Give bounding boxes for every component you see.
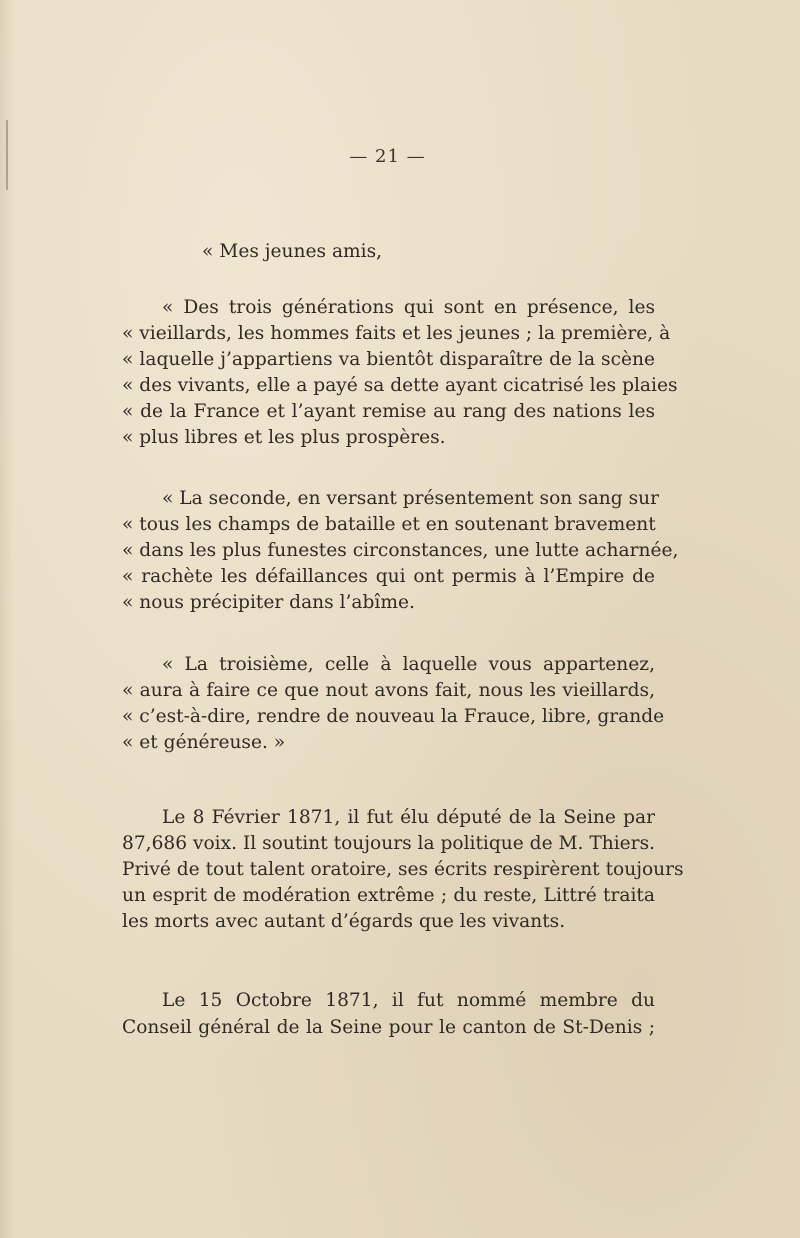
text-line: « plus libres et les plus prospères. bbox=[122, 427, 446, 448]
text-line: « Des trois générations qui sont en présence, les bbox=[162, 297, 655, 318]
text-line: « c’est-à-dire, rendre de nouveau la Frauce, libre, grande bbox=[122, 706, 665, 727]
text-line: « dans les plus funestes circonstances, une lutte acharnée, bbox=[122, 540, 679, 561]
text-line: « des vivants, elle a payé sa dette ayant cicatrisé les plaies bbox=[122, 375, 678, 396]
text-line: « aura à faire ce que nout avons fait, nous les vieillards, bbox=[122, 680, 655, 701]
text-line: « nous précipiter dans l’abîme. bbox=[122, 592, 415, 613]
text-line: les morts avec autant d’égards que les vivants. bbox=[122, 911, 566, 932]
text-line: « et généreuse. » bbox=[122, 732, 286, 753]
text-line: « La troisième, celle à laquelle vous appartenez, bbox=[162, 654, 655, 675]
text-line: « de la France et l’ayant remise au rang des nations les bbox=[122, 401, 655, 422]
text-line: 87,686 voix. Il soutint toujours la politique de M. Thiers. bbox=[122, 833, 656, 854]
text-line: Le 15 Octobre 1871, il fut nommé membre du bbox=[162, 990, 655, 1011]
text-line: « La seconde, en versant présentement son sang sur bbox=[162, 488, 659, 509]
text-line: un esprit de modération extrême ; du reste, Littré traita bbox=[122, 885, 655, 906]
text-line: « tous les champs de bataille et en soutenant bravement bbox=[122, 514, 656, 535]
text-line: « laquelle j’appartiens va bientôt disparaître de la scène bbox=[122, 349, 655, 370]
text-line: « vieillards, les hommes faits et les jeunes ; la première, à bbox=[122, 323, 671, 344]
text-line: Le 8 Février 1871, il fut élu député de la Seine par bbox=[162, 807, 655, 828]
text-line: Conseil général de la Seine pour le canton de St-Denis ; bbox=[122, 1017, 655, 1038]
greeting-line: « Mes jeunes amis, bbox=[202, 241, 383, 262]
text-line: « rachète les défaillances qui ont permis à l’Empire de bbox=[122, 566, 655, 587]
page-number: — 21 — bbox=[349, 146, 426, 167]
text-line: Privé de tout talent oratoire, ses écrits respirèrent toujours bbox=[122, 859, 684, 880]
